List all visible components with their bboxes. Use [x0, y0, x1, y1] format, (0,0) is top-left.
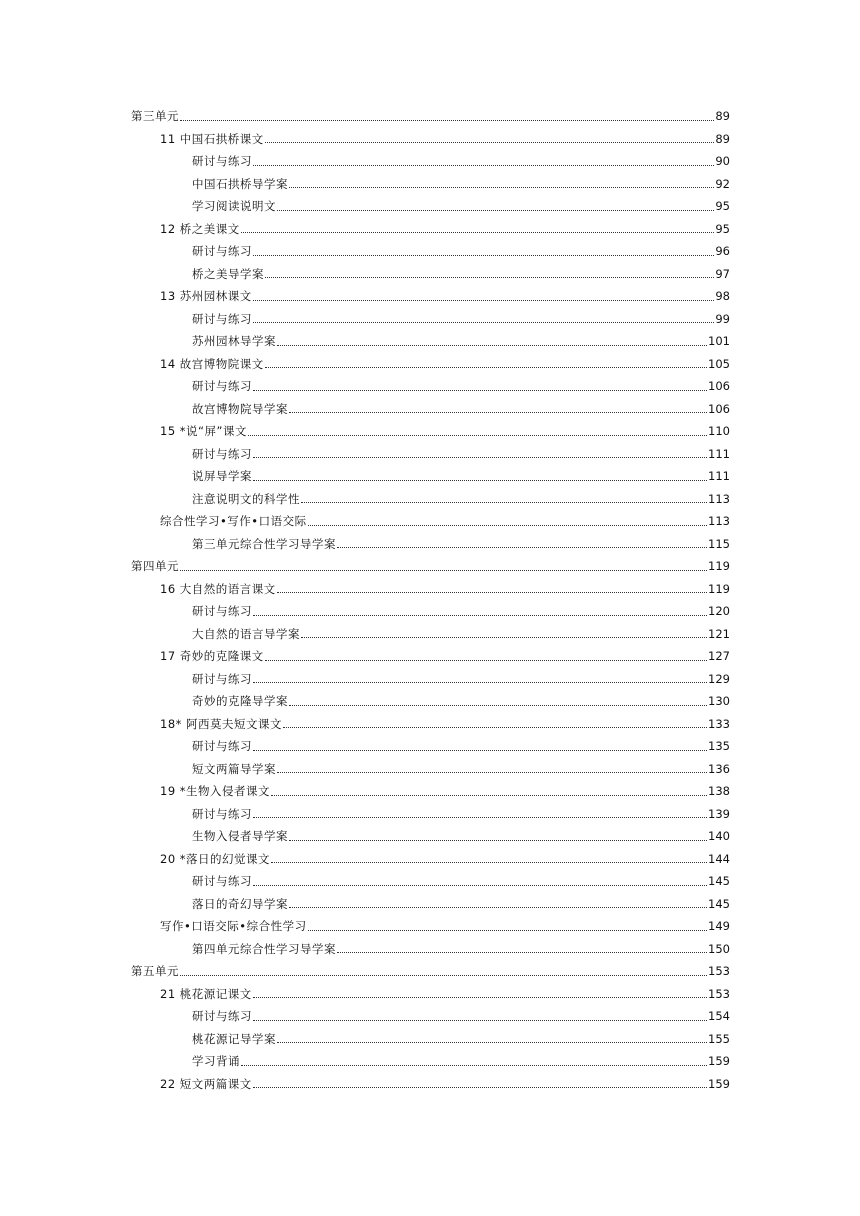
toc-entry-lesson-12[interactable] — [0, 218, 860, 241]
toc-entry-title: 研讨与练习 — [192, 379, 252, 394]
toc-entry-title: 15 *说“屏”课文 — [160, 424, 247, 439]
toc-entry-page: 144 — [708, 851, 730, 866]
dot-leader — [289, 840, 709, 841]
toc-entry-sub[interactable] — [0, 803, 860, 826]
dot-leader — [253, 1087, 709, 1088]
toc-entry-title: 12 桥之美课文 — [160, 221, 240, 236]
dot-leader — [271, 795, 709, 796]
toc-entry-title: 研讨与练习 — [192, 806, 252, 821]
toc-entry-lesson-15[interactable] — [0, 420, 860, 443]
toc-entry-page: 153 — [708, 964, 730, 979]
toc-entry-lesson-19[interactable] — [0, 780, 860, 803]
toc-entry-page: 145 — [708, 896, 730, 911]
toc-entry-page: 110 — [708, 424, 730, 439]
toc-entry-lesson-20[interactable] — [0, 848, 860, 871]
toc-entry-title: 研讨与练习 — [192, 671, 252, 686]
toc-entry-sub[interactable] — [0, 893, 860, 916]
toc-entry-title: 14 故宫博物院课文 — [160, 356, 264, 371]
toc-entry-title: 短文两篇导学案 — [192, 761, 276, 776]
toc-entry-writing[interactable] — [0, 915, 860, 938]
toc-entry-lesson-14[interactable] — [0, 353, 860, 376]
toc-entry-title: 桥之美导学案 — [192, 266, 264, 281]
dot-leader — [289, 907, 709, 908]
toc-entry-title: 第四单元 — [131, 559, 179, 574]
toc-entry-sub[interactable] — [0, 690, 860, 713]
dot-leader — [289, 705, 709, 706]
toc-entry-page: 119 — [708, 581, 730, 596]
toc-entry-page: 97 — [715, 266, 730, 281]
toc-entry-title: 18* 阿西莫夫短文课文 — [160, 716, 283, 731]
toc-entry-page: 89 — [715, 109, 730, 124]
dot-leader — [289, 187, 716, 188]
toc-entry-sub[interactable] — [0, 263, 860, 286]
toc-entry-page: 159 — [708, 1054, 730, 1069]
dot-leader — [253, 817, 709, 818]
dot-leader — [253, 255, 716, 256]
dot-leader — [253, 390, 709, 391]
toc-entry-page: 138 — [708, 784, 730, 799]
toc-entry-lesson-13[interactable] — [0, 285, 860, 308]
dot-leader — [265, 660, 709, 661]
toc-entry-sub[interactable] — [0, 240, 860, 263]
toc-entry-title: 研讨与练习 — [192, 154, 252, 169]
toc-entry-title: 大自然的语言导学案 — [192, 626, 300, 641]
dot-leader — [265, 142, 716, 143]
toc-entry-sub[interactable] — [0, 1028, 860, 1051]
toc-entry-sub[interactable] — [0, 600, 860, 623]
dot-leader — [265, 277, 716, 278]
toc-entry-page: 106 — [708, 379, 730, 394]
toc-entry-sub[interactable] — [0, 533, 860, 556]
toc-entry-lesson-17[interactable] — [0, 645, 860, 668]
toc-entry-page: 113 — [708, 491, 730, 506]
toc-entry-page: 127 — [708, 649, 730, 664]
dot-leader — [337, 547, 709, 548]
dot-leader — [289, 412, 709, 413]
dot-leader — [253, 682, 709, 683]
toc-entry-page: 120 — [708, 604, 730, 619]
toc-entry-title: 研讨与练习 — [192, 1009, 252, 1024]
dot-leader — [277, 345, 709, 346]
toc-entry-title: 学习阅读说明文 — [192, 199, 276, 214]
dot-leader — [253, 750, 709, 751]
dot-leader — [301, 637, 709, 638]
toc-entry-page: 153 — [708, 986, 730, 1001]
toc-entry-title: 研讨与练习 — [192, 311, 252, 326]
toc-entry-sub[interactable] — [0, 150, 860, 173]
toc-entry-lesson-22[interactable] — [0, 1073, 860, 1096]
toc-entry-sub[interactable] — [0, 465, 860, 488]
toc-entry-sub[interactable] — [0, 758, 860, 781]
toc-entry-page: 111 — [708, 469, 730, 484]
toc-entry-page: 113 — [708, 514, 730, 529]
toc-entry-title: 17 奇妙的克隆课文 — [160, 649, 264, 664]
toc-entry-page: 130 — [708, 694, 730, 709]
dot-leader — [277, 210, 716, 211]
toc-entry-page: 136 — [708, 761, 730, 776]
toc-entry-lesson-21[interactable] — [0, 983, 860, 1006]
toc-entry-sub[interactable] — [0, 938, 860, 961]
toc-entry-title: 16 大自然的语言课文 — [160, 581, 276, 596]
toc-entry-page: 129 — [708, 671, 730, 686]
dot-leader — [253, 615, 709, 616]
toc-entry-page: 90 — [715, 154, 730, 169]
toc-entry-page: 105 — [708, 356, 730, 371]
toc-entry-comprehensive[interactable] — [0, 510, 860, 533]
toc-entry-title: 研讨与练习 — [192, 446, 252, 461]
toc-entry-sub[interactable] — [0, 735, 860, 758]
toc-entry-sub[interactable] — [0, 443, 860, 466]
toc-entry-sub[interactable] — [0, 173, 860, 196]
toc-entry-title: 21 桃花源记课文 — [160, 986, 252, 1001]
toc-entry-lesson-16[interactable] — [0, 578, 860, 601]
toc-entry-title: 第三单元综合性学习导学案 — [192, 536, 336, 551]
toc-entry-lesson-18[interactable] — [0, 713, 860, 736]
toc-entry-page: 101 — [708, 334, 730, 349]
toc-entry-sub[interactable] — [0, 398, 860, 421]
toc-entry-page: 98 — [715, 289, 730, 304]
toc-entry-sub[interactable] — [0, 870, 860, 893]
toc-entry-title: 注意说明文的科学性 — [192, 491, 300, 506]
toc-entry-sub[interactable] — [0, 330, 860, 353]
toc-entry-title: 学习背诵 — [192, 1054, 240, 1069]
toc-entry-page: 95 — [715, 221, 730, 236]
toc-entry-unit-3[interactable] — [0, 105, 860, 128]
toc-entry-sub[interactable] — [0, 1050, 860, 1073]
dot-leader — [277, 1042, 709, 1043]
dot-leader — [180, 975, 709, 976]
toc-entry-page: 154 — [708, 1009, 730, 1024]
toc-entry-title: 中国石拱桥导学案 — [192, 176, 288, 191]
dot-leader — [301, 502, 709, 503]
dot-leader — [253, 300, 716, 301]
toc-entry-page: 145 — [708, 874, 730, 889]
toc-entry-page: 159 — [708, 1076, 730, 1091]
dot-leader — [253, 457, 709, 458]
dot-leader — [253, 480, 709, 481]
dot-leader — [248, 435, 709, 436]
dot-leader — [277, 772, 709, 773]
toc-entry-sub[interactable] — [0, 668, 860, 691]
dot-leader — [308, 930, 709, 931]
toc-entry-title: 研讨与练习 — [192, 604, 252, 619]
toc-entry-sub[interactable] — [0, 1005, 860, 1028]
dot-leader — [271, 862, 709, 863]
toc-entry-page: 92 — [715, 176, 730, 191]
toc-entry-sub[interactable] — [0, 623, 860, 646]
dot-leader — [308, 525, 709, 526]
toc-entry-title: 22 短文两篇课文 — [160, 1076, 252, 1091]
dot-leader — [253, 885, 709, 886]
toc-entry-title: 奇妙的克隆导学案 — [192, 694, 288, 709]
dot-leader — [253, 1020, 709, 1021]
dot-leader — [253, 165, 716, 166]
toc-entry-page: 150 — [708, 941, 730, 956]
toc-entry-title: 20 *落日的幻觉课文 — [160, 851, 271, 866]
dot-leader — [253, 997, 709, 998]
toc-entry-title: 研讨与练习 — [192, 874, 252, 889]
toc-entry-page: 99 — [715, 311, 730, 326]
toc-entry-page: 140 — [708, 829, 730, 844]
dot-leader — [277, 592, 709, 593]
toc-entry-sub[interactable] — [0, 488, 860, 511]
toc-entry-title: 写作•口语交际•综合性学习 — [160, 919, 307, 934]
toc-entry-title: 综合性学习•写作•口语交际 — [160, 514, 307, 529]
dot-leader — [180, 120, 716, 121]
toc-entry-page: 96 — [715, 244, 730, 259]
toc-entry-title: 11 中国石拱桥课文 — [160, 131, 264, 146]
dot-leader — [241, 232, 716, 233]
toc-entry-page: 133 — [708, 716, 730, 731]
dot-leader — [337, 952, 709, 953]
toc-entry-page: 89 — [715, 131, 730, 146]
toc-entry-title: 第四单元综合性学习导学案 — [192, 941, 336, 956]
toc-entry-sub[interactable] — [0, 375, 860, 398]
toc-entry-unit-4[interactable] — [0, 555, 860, 578]
toc-entry-page: 121 — [708, 626, 730, 641]
toc-entry-title: 故宫博物院导学案 — [192, 401, 288, 416]
dot-leader — [241, 1065, 709, 1066]
toc-entry-sub[interactable] — [0, 308, 860, 331]
toc-entry-title: 第三单元 — [131, 109, 179, 124]
toc-entry-title: 研讨与练习 — [192, 739, 252, 754]
dot-leader — [283, 727, 709, 728]
table-of-contents — [0, 105, 860, 1095]
toc-entry-title: 落日的奇幻导学案 — [192, 896, 288, 911]
toc-entry-title: 研讨与练习 — [192, 244, 252, 259]
toc-entry-page: 139 — [708, 806, 730, 821]
toc-entry-page: 115 — [708, 536, 730, 551]
dot-leader — [265, 367, 709, 368]
toc-entry-page: 149 — [708, 919, 730, 934]
toc-entry-page: 135 — [708, 739, 730, 754]
dot-leader — [253, 322, 716, 323]
toc-entry-title: 桃花源记导学案 — [192, 1031, 276, 1046]
toc-entry-page: 155 — [708, 1031, 730, 1046]
toc-entry-page: 95 — [715, 199, 730, 214]
toc-entry-sub[interactable] — [0, 195, 860, 218]
toc-entry-title: 19 *生物入侵者课文 — [160, 784, 271, 799]
toc-entry-page: 119 — [708, 559, 730, 574]
toc-entry-page: 111 — [708, 446, 730, 461]
toc-entry-title: 苏州园林导学案 — [192, 334, 276, 349]
toc-entry-title: 说屏导学案 — [192, 469, 252, 484]
toc-entry-title: 13 苏州园林课文 — [160, 289, 252, 304]
toc-entry-unit-5[interactable] — [0, 960, 860, 983]
toc-entry-page: 106 — [708, 401, 730, 416]
toc-entry-title: 生物入侵者导学案 — [192, 829, 288, 844]
toc-entry-sub[interactable] — [0, 825, 860, 848]
toc-entry-title: 第五单元 — [131, 964, 179, 979]
toc-entry-lesson-11[interactable] — [0, 128, 860, 151]
dot-leader — [180, 570, 709, 571]
